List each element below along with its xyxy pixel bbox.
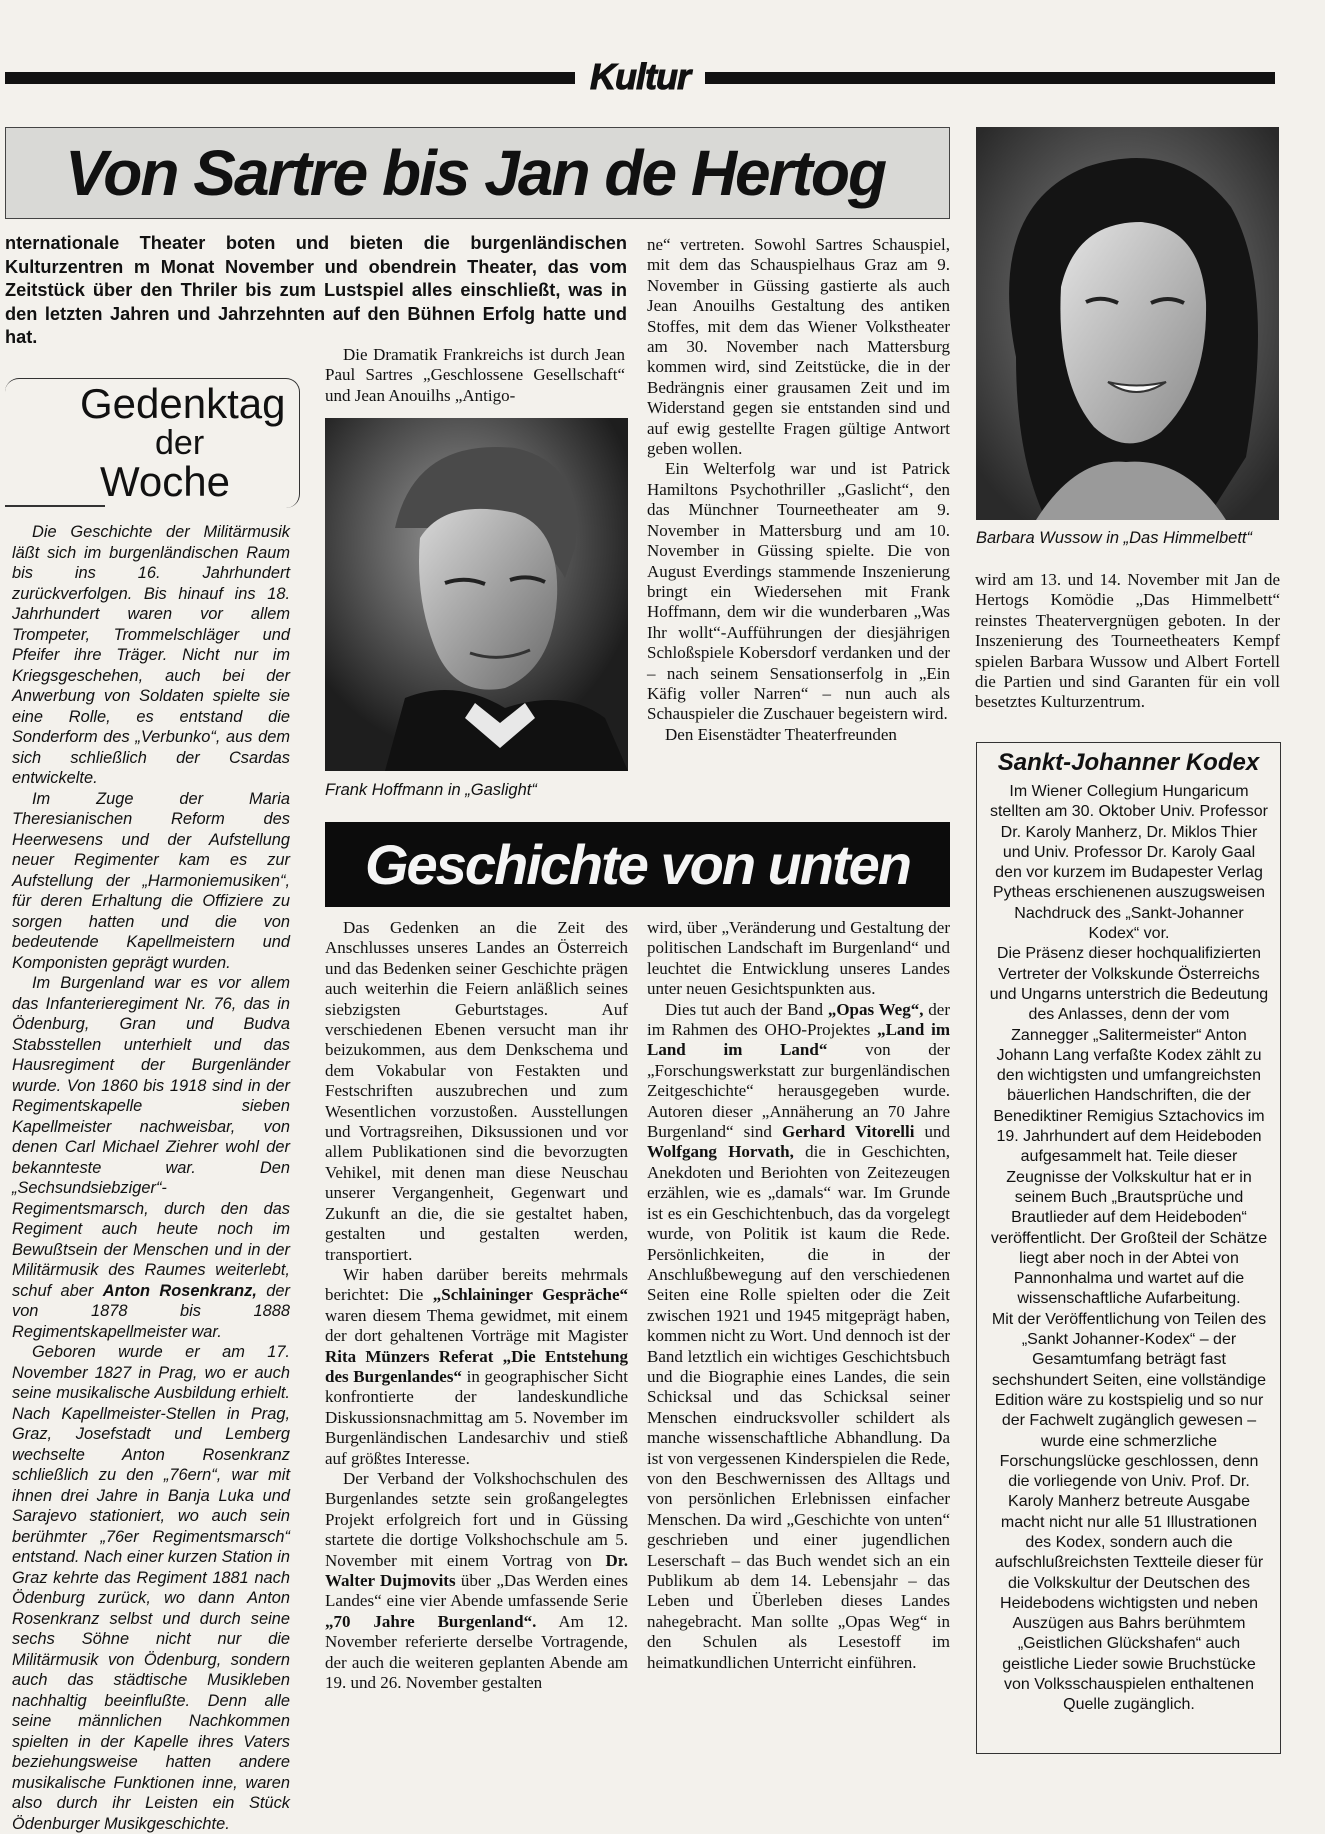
- article-text: und: [924, 1122, 951, 1142]
- page-title: Von Sartre bis Jan de Hertog: [64, 137, 886, 209]
- article-col3-top: [647, 235, 950, 745]
- article-paragraph: [647, 1000, 950, 1673]
- sidebar-text: der von 1878 bis 1888 Regimentskapellmeister war.: [12, 1281, 290, 1341]
- kodex-paragraph: Mit der Veröffentlichung von Teilen des „Sankt Johanner-Kodex“ – der Gesamtumfang beträgt fast sechshundert Seiten, eine vollständige Edition wäre zu kostspielig und so nur der Fachwelt zugänglich gewesen – wurde eine schmerzliche Forschungslücke geschlossen, denn die vorliegende von Univ. Prof. Dr. Karoly Manherz betreute Ausgabe macht nicht nur alle 51 Illustrationen des Kodex, sondern auch die aufschlußreichsten Textteile dieser für die Volkskultur der Deutschen des Heidebodens wichtigsten und neben Auszügen aus Bahrs berühmtem „Geistlichen Glückshafen“ auch geistliche Lieder sowie Bruchstücke von Volksschauspielen enthaltenen Quelle zugänglich.: [991, 1310, 1267, 1714]
- sidebar-name-bold: Anton Rosenkranz,: [102, 1281, 257, 1300]
- headline-geschichte: Geschichte von unten: [325, 822, 950, 907]
- article-col3-bottom: [647, 918, 950, 1673]
- section-rule-right: [705, 72, 1275, 84]
- article-text: Dies tut auch der Band: [665, 999, 824, 1019]
- photo1-caption: Frank Hoffmann in „Gaslight“: [325, 781, 537, 799]
- article-text: waren diesem Thema gewidmet, mit einem der dort gehaltenen Vorträge mit Magister: [325, 1305, 628, 1346]
- photo2-caption: Barbara Wussow in „Das Himmelbett“: [976, 529, 1252, 547]
- article-paragraph: Die Dramatik Frankreichs ist durch Jean Paul Sartres „Geschlossene Gesellschaft“ und Jean Anouilhs „Antigo-: [325, 345, 625, 405]
- article-bold: Dr. Walter Dujmovits: [325, 1550, 629, 1590]
- section-rule-left: [5, 72, 575, 84]
- article-paragraph: ne“ vertreten. Sowohl Sartres Schauspiel, mit dem das Schauspielhaus Graz am 9. November in Güssing gastierte als auch Jean Anouilhs Gestaltung des antiken Stoffes, mit dem das Wiener Volkstheater am 30. November nach Mattersburg kommen wird, sind Zeitstücke, die in der Bedrängnis einer grausamen Zeit und im Widerstand gegen sie entstanden sind und auf ewig gestellte Fragen gültige Antwort geben wollen.: [647, 235, 950, 459]
- article-text: von der „Forschungswerkstatt zur burgenländischen Zeitgeschichte“ herausgegeben wurde. Autoren dieser „Annäherung an 70 Jahre Burgenland“ sind: [647, 1040, 950, 1142]
- kodex-title: Sankt-Johanner Kodex: [997, 749, 1260, 776]
- article-text: die in Geschichten, Anekdoten und Beriohten von Zeitezeugen erzählen, wie es „damals“ war. Im Grunde ist es ein Geschichtenbuch, das da vorgelegt wurde, von Politik ist kaum die Rede. Persönlichkeiten, die in der Anschlußbewegung auf den verschiedenen Seiten eine Rolle spielten oder die Zeit zwischen 1921 und 1945 mitgeprägt haben, kommen nicht zu Wort. Und dennoch ist der Band letztlich ein wichtiges Geschichtsbuch und die Biographie eines Landes, die sein Schicksal und das Schicksal seiner Menschen eindrucksvoller schildert als manche wissenschaftliche Abhandlung. Da ist von vergessenen Kinderspielen die Rede, von den Beschwernissen des Alltags und von persönlichen Erlebnissen einfacher Menschen. Da wird „Geschichte von unten“ geschrieben und einer jugendlichen Leserschaft – das Buch wendet sich an ein Publikum ab dem 14. Lebensjahr – das Leben und Überleben dieses Landes nahegebracht. Man sollte „Opas Weg“ in den Schulen als Lesestoff im heimatkundlichen Unterricht einführen.: [647, 1142, 950, 1672]
- article-text: der im Rahmen des OHO-Projektes: [647, 999, 951, 1040]
- gedenktag-title-line1: Gedenktag: [80, 380, 286, 427]
- sidebar-text: Im Burgenland war es vor allem das Infanterieregiment Nr. 76, das in Ödenburg, Gran und Budva Stabsstellen unterhielt und das Hausregiment der Burgenländer wurde. Von 1860 bis 1918 sind in der Regimentskapelle sieben Kapellmeister nachweisbar, von denen Carl Michael Ziehrer wohl der bekannteste war. Den „Sechsundsiebziger“-Regimentsmarsch, durch den das Regiment auch heute noch im Bewußtsein der Menschen und in der Militärmusik des Raumes weiterlebt, schuf aber: [12, 974, 290, 1300]
- article-text: Wir haben darüber bereits mehrmals berichtet: Die: [325, 1264, 628, 1305]
- sidebar-paragraph: Die Geschichte der Militärmusik läßt sich im burgenländischen Raum bis ins 16. Jahrhundert zurückverfolgen. Bis hinauf ins 18. Jahrhundert waren vor allem Trompeter, Trommelschläger und Pfeifer ihre Träger. Nicht nur im Kriegsgeschehen, auch bei der Anwerbung von Soldaten spielte sie eine Rolle, es entstand die Sonderform des „Verbunko“, aus dem sich schließlich der Csardas entwickelte.: [12, 523, 290, 787]
- article-bold: „Land im Land im Land“: [647, 1020, 950, 1060]
- gedenktag-underline: [5, 505, 105, 507]
- photo-frank-hoffmann: [325, 418, 628, 771]
- lead-paragraph: nternationale Theater boten und bieten die burgenländischen Kulturzentren m Monat November und obendrein Theater, das vom Zeitstück über den Thriler bis zum Lustspiel alles einschließt, was in den letzten Jahren und Jahrzehnten auf den Bühnen Erfolg hatte und hat.: [5, 233, 627, 347]
- article-col2-top: [325, 345, 625, 406]
- article-bold: „Opas Weg“,: [827, 999, 924, 1019]
- sidebar-paragraph: [12, 973, 290, 1342]
- article-bold: Wolfgang Horvath,: [647, 1142, 794, 1162]
- sidebar-paragraph: Geboren wurde er am 17. November 1827 in Prag, wo er auch seine musikalische Ausbildung erhielt. Nach Kapellmeister-Stellen in Prag, Graz, Josefstadt und Lemberg wechselte Anton Rosenkranz schließlich zu den „76ern“, war mit ihnen drei Jahre in Banja Luka und Sarajevo stationiert, wo auch sein berühmter „76er Regimentsmarsch“ entstand. Nach einer kurzen Station in Graz kehrte das Regiment 1881 nach Ödenburg zurück, wo dann Anton Rosenkranz selbst und durch seine sechs Söhne nicht nur die Militärmusik von Ödenburg, sondern auch das städtische Musikleben nachhaltig beeinflußte. Denn alle seine männlichen Nachkommen spielten in der Kapelle ihres Vaters beziehungsweise hatten andere musikalische Funktionen inne, waren also durch ihr Leisten ein Stück Ödenburger Musikgeschichte.: [12, 1343, 290, 1833]
- article-col2-bottom: [325, 918, 628, 1693]
- section-kicker: Kultur: [590, 56, 690, 97]
- kodex-paragraph: Im Wiener Collegium Hungaricum stellten am 30. Oktober Univ. Professor Dr. Karoly Manherz, Dr. Miklos Thier und Univ. Professor Dr. Karoly Gaal den vor kurzem im Budapester Verlag Pytheas erschienenen auszugsweisen Nachdruck des „Sankt-Johanner Kodex“ vor.: [989, 783, 1269, 943]
- article-text: über „Das Werden eines Landes“ eine vier Abende umfassende Serie: [325, 1571, 628, 1611]
- article-bold: „70 Jahre Burgenland“.: [325, 1611, 537, 1631]
- article-text: Am 12. November referierte derselbe Vortragende, der auch die weiteren geplanten Abende am 19. und 26. November gestalten: [325, 1611, 629, 1693]
- article-paragraph: [325, 1265, 628, 1469]
- article-col4-top: [975, 570, 1280, 713]
- article-text: Der Verband der Volkshochschulen des Burgenlandes setzte sein großangelegtes Projekt erfolgreich fort und in Güssing startete die dortige Volkshochschule am 5. November mit einem Vortrag von: [325, 1468, 628, 1570]
- portrait-woman-image: [976, 127, 1279, 520]
- article-paragraph: Den Eisenstädter Theaterfreunden: [665, 724, 897, 744]
- gedenktag-text: [12, 522, 290, 1834]
- article-paragraph: wird am 13. und 14. November mit Jan de Hertogs Komödie „Das Himmelbett“ reinstes Theatervergnügen geboten. In der Inszenierung des Tourneetheaters Kempf spielen Barbara Wussow und Albert Fortell die Partien und sind Garanten für ein voll besetztes Kulturzentrum.: [975, 570, 1280, 712]
- photo-barbara-wussow: [976, 127, 1279, 520]
- article-paragraph: Das Gedenken an die Zeit des Anschlusses unseres Landes an Österreich und das Bedenken seiner Geschichte prägen auch weiterhin die Feiern anläßlich seines siebzigsten Geburtstages. Auf verschiedenen Ebenen versucht man ihr beizukommen, aus dem Denkschema und dem Vokabular von Festakten und Festschriften auszubrechen und zum Wesentlichen vorzustoßen. Ausstellungen und Vortragsreihen, Diksussionen und vor allem Publikationen sind die bevorzugten Vehikel, mit denen man diese Neuschau unserer Vergangenheit, Gegenwart und Zukunft an die, die sie gestaltet haben, gestalten und gestalten werden, transportiert.: [325, 918, 628, 1264]
- article-bold: Rita Münzers Referat „Die Entstehung des Burgenlandes“: [325, 1346, 628, 1386]
- portrait-man-image: [325, 418, 628, 771]
- sidebar-paragraph: Im Zuge der Maria Theresianischen Reform des Heerwesens und der Aufstellung neuer Regimenter kam es zur Aufstellung der „Harmoniemusiken“, für deren Erhaltung die Offiziere zu sorgen hatten und die von bedeutende Kapellmeistern und Komponisten geprägt wurden.: [12, 789, 290, 972]
- gedenktag-title-line2: der: [155, 424, 205, 462]
- article-paragraph: wird, über „Veränderung und Gestaltung der politischen Landschaft im Burgenland“ und leuchtet die Entwicklung unseres Landes unter neuen Gesichtspunkten aus.: [647, 918, 950, 999]
- article-bold: „Schlaininger Gespräche“: [432, 1285, 628, 1305]
- gedenktag-title-line3: Woche: [100, 458, 230, 505]
- kodex-text: [988, 782, 1270, 1716]
- article-text: in geographischer Sicht konfrontierte der landeskundliche Diskussionsnachmittag am 5. November im Burgenländischen Landesarchiv und stieß auf größtes Interesse.: [325, 1366, 629, 1468]
- article-paragraph: Ein Welterfolg war und ist Patrick Hamiltons Psychothriller „Gaslicht“, den das Münchner Tourneetheater am 9. November in Mattersburg und am 10. November in Güssing spielte. Die von August Everdings stammende Inszenierung bringt ein Wiedersehen mit Frank Hoffmann, dem wir die wunderbaren „Was Ihr wollt“-Aufführungen der diesjährigen Schloßspiele Kobersdorf verdanken und der – nach seinem Sensationserfolg in „Ein Käfig voller Narren“ – nun auch als Schauspieler die Zuschauer begeistern wird.: [647, 459, 950, 724]
- kodex-paragraph: Die Präsenz dieser hochqualifizierten Vertreter der Volkskunde Österreichs und Ungarns unterstrich die Bedeutung des Anlasses, denn der vom Zannegger „Salitermeister“ Anton Johann Lang verfaßte Kodex zählt zu den wichtigsten und umfangreichsten bäuerlichen Handschriften, die der Benediktiner Remigius Sztachovics im 19. Jahrhundert auf dem Heideboden aufgesammelt hat. Teile dieser Zeugnisse der Volkskultur hat er in seinem Buch „Brautsprüche und Brautlieder auf dem Heideboden“ veröffentlicht. Der Großteil der Schätze liegt aber noch in der Abtei von Pannonhalma und wartet auf die wissenschaftliche Aufarbeitung.: [989, 945, 1269, 1308]
- article-bold: Gerhard Vitorelli: [781, 1122, 915, 1142]
- article-paragraph: [325, 1469, 628, 1693]
